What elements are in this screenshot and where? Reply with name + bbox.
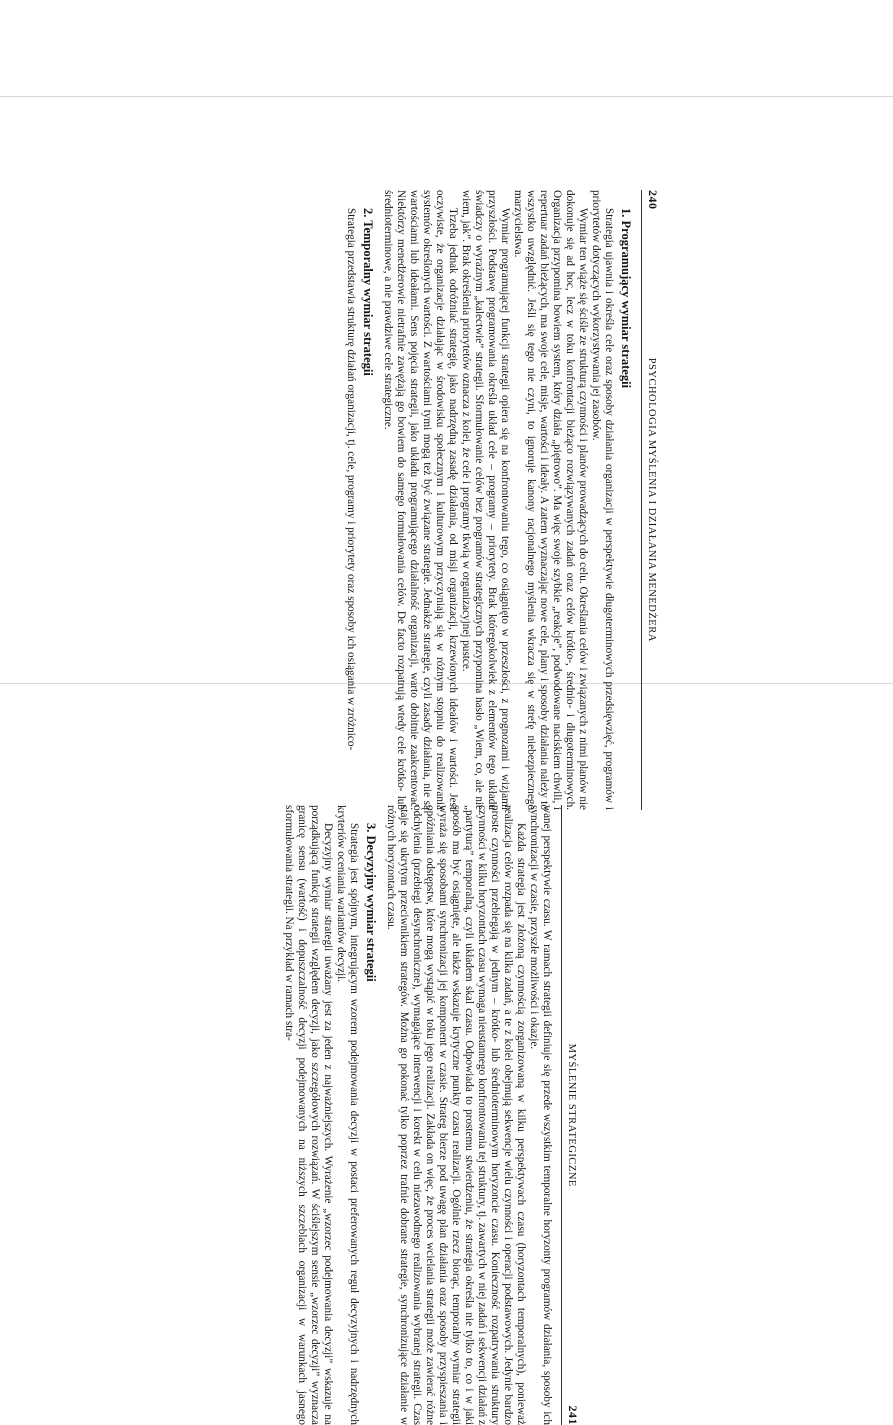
section-title-1: 1. Programujący wymiar strategii [619, 208, 633, 389]
running-head: MYŚLENIE STRATEGICZNE [566, 1043, 577, 1187]
paragraph: Strategia przedstawia strukturę działań organizacji, tj. cele, programy i priorytety oraz sposoby ich osiągania w zróżnico- [345, 208, 357, 751]
running-head: PSYCHOLOGIA MYŚLENIA I DZIAŁANIA MENEDŻERA [646, 357, 657, 642]
page-header [641, 190, 660, 810]
paragraph: Trzeba jednak odróżniać strategię, jako nadrzędną zasadę działania, od misji organizacji, krzewionych ideałów i wartości. Jest oczywiste, że organizacje działając w środowisku społecznym i kulturowym przyczyniają się w różnym stopniu do realizowania systemów określonych wartości. Z wartościami tymi mogą też być związane strategie. Jednakże strategie, czyli zasady działania, nie są wartościami lub ideałami. Sens pojęcia strategii, jako układu programującego działalność organizacji, warto dobitnie zaakcentować. Niektórzy menedżerowie nietrafnie zawężają go bowiem do samego formułowania celów. De facto rozpatrują wtedy cele krótko- lub średnioterminowe, a nie prawdziwe cele strategiczne. [382, 190, 459, 810]
page-241 [250, 805, 580, 1425]
page-number: 240 [646, 190, 660, 210]
section-title-3: 3. Decyzyjny wymiar strategii [364, 823, 378, 982]
paragraph: Strategia ujawnia i określa cele oraz sposoby działania organizacji w perspektywie długoterminowych przedsięwzięć, programów i priorytetów dotyczących wykorzystywania jej zasobów. [590, 190, 615, 810]
section-title-2: 2. Temporalny wymiar strategii [361, 208, 375, 376]
paragraph: Wymiar ten wiąże się ściśle ze strukturą czynności i planów prowadzących do celu. Określania celów i związanych z nimi planów nie dokonuje się ad hoc, lecz w toku konfrontacji bieżąco rozwiązywanych zadań oraz celów krótko-, średnio- i długoterminowych. Organizacja przypomina bowiem system, który działa „piętrowo”. Ma więc swoje szybkie „reakcje”, podwodowane naciskiem chwili, i repertuar zadań bieżących, ma swoje cele, misje, wartości i ideały. A zatem wyznaczając nowe cele, plany i sposoby działania należy to wszystko uwzględnić. Jeśli się tego nie czyni, to ignoruje kanony racjonalnego myślenia wkracza się w strefę niebezpiecznego marzycielstwa. [512, 190, 589, 810]
paragraph: Strategia jest spójnym, integrującym wzorem podejmowania decyzji w postaci preferowanych reguł decyzyjnych i nadrzędnych kryteriów oceniania wariantów decyzji. [335, 805, 360, 1425]
page-header [561, 805, 580, 1425]
paragraph: wanej perspektywie czasu. W ramach strategii definiuje się przede wszystkim temporalne horyzonty programów działania, sposoby ich synchronizacji w czasie, przyszłe możliwości i okazje. [528, 805, 553, 1425]
paragraph: Decyzyjny wymiar strategii uważany jest za jeden z najważniejszych. Wyrażenie „wzorzec podejmowania decyzji” wskazuje na porządkującą funkcję strategii względem decyzji, jako szczegółowych rozwiązań. W ściślejszym sensie „wzorzec decyzji” wyznacza granicę sensu (wartość) i dopuszczalność decyzji podejmowanych na niższych szczeblach organizacji w warunkach jasnego sformułowania strategii. Na przykład w ramach stra- [283, 805, 334, 1425]
page-240 [330, 190, 660, 810]
scan-edge-top [0, 96, 893, 97]
page-number: 241 [566, 1405, 580, 1425]
paragraph: Każda strategia jest złożoną czynnością zorganizowaną w kilku perspektywach czasu (horyzontach temporalnych), ponieważ realizacja celów rozpada się na kilka zadań, a te z kolei obejmują sekwencje wielu czynności i operacji podstawowych. Jedynie bardzo proste czynności przebiegają w jednym – krótko- lub średnioterminowym horyzoncie czasu. Konieczność rozpatrywania struktury czynności w kilku horyzontach czasu wymaga nieustannego konfrontowania tej struktury, tj. zawartych w niej zadań i sekwencji działań z „partyturą” temporalną, czyli układem skal czasu. Odpowiada to prostemu stwierdzeniu, że strategia określa nie tylko to, co i w jaki sposób ma być osiągnięte, ale także wskazuje krytyczne punkty czasu realizacji. Ogólnie rzecz biorąc, temporalny wymiar strategii wyraża się sposobami synchronizacji jej komponent w czasie. Strateg bierze pod uwagę plan działania oraz sposoby przyspieszania i opóźniania odstępstw, które mogą wystąpić w toku jego realizacji. Zakłada on więc, że proces wcielania strategii może zawierać różne odchylenia (przebiegi desynchroniczne), wymagające interwencji i korekt w celu niezawodnego realizowania wybranej strategii. Czas staje się ukrytym przeciwnikiem strategów. Można go pokonać tylko poprzez trafnie dobrane strategie, synchronizujące działanie w różnych horyzontach czasu. [385, 805, 527, 1425]
paragraph: Wymiar programującej funkcji strategii opiera się na konfrontowaniu tego, co osiągnięto w przeszłości, z prognozami i wizjami przyszłości. Podstawę programowania określa układ cele – programy – priorytety. Brak któregokolwiek z elementów tego układu świadczy o wyraźnym „kalectwie” strategii. Sformułowanie celów bez programów strategicznych przypomina hasło „Wiem, co, ale nie wiem, jak”. Brak określenia priorytetów oznacza z kolei, że cele i programy tkwią w organizacyjnej pustce. [460, 190, 511, 810]
